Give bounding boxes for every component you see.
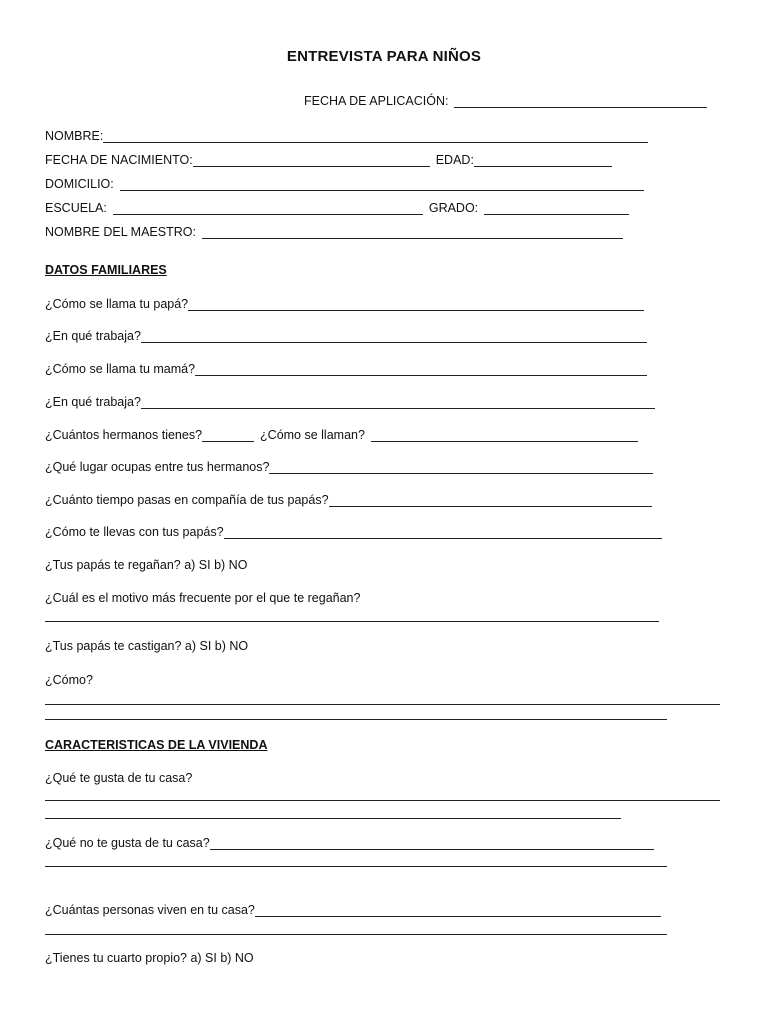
question-row: [45, 460, 653, 474]
fecha-nacimiento-field[interactable]: [193, 154, 430, 167]
question-label: ¿Cuál es el motivo más frecuente por el que te regañan?: [45, 591, 361, 605]
question-row: [45, 639, 248, 653]
fecha-aplicacion-field[interactable]: [454, 95, 707, 108]
question-label: ¿Cómo se llama tu papá?: [45, 297, 189, 311]
domicilio-label: DOMICILIO:: [45, 177, 114, 191]
question-row: [45, 428, 638, 442]
question-row: [45, 493, 652, 507]
answer-line[interactable]: [45, 866, 667, 867]
nombre-row: [45, 129, 648, 143]
question-label: ¿Cuántos hermanos tienes?: [45, 428, 203, 442]
answer-field[interactable]: [224, 526, 662, 539]
question-label: ¿En qué trabaja?: [45, 395, 141, 409]
escuela-field[interactable]: [113, 202, 423, 215]
question-label: ¿Cómo?: [45, 673, 93, 687]
fecha-aplicacion-label: FECHA DE APLICACIÓN:: [304, 94, 449, 108]
answer-field[interactable]: [269, 461, 653, 474]
question-row: [45, 836, 654, 850]
question-label: ¿Qué lugar ocupas entre tus hermanos?: [45, 460, 270, 474]
escuela-label: ESCUELA:: [45, 201, 107, 215]
grado-field[interactable]: [484, 202, 629, 215]
question-label: ¿Cuánto tiempo pasas en compañía de tus papás?: [45, 493, 329, 507]
answer-field[interactable]: [195, 363, 647, 376]
fecha-nacimiento-row: [45, 153, 612, 167]
answer-line[interactable]: [45, 818, 621, 819]
question-row: [45, 395, 655, 409]
datos-familiares-heading: DATOS FAMILIARES: [45, 263, 167, 277]
domicilio-row: [45, 177, 644, 191]
maestro-row: [45, 225, 623, 239]
question-label: ¿Cómo se llama tu mamá?: [45, 362, 196, 376]
vivienda-heading: CARACTERISTICAS DE LA VIVIENDA: [45, 738, 268, 752]
form-title: ENTREVISTA PARA NIÑOS: [286, 48, 482, 65]
answer-line[interactable]: [45, 704, 720, 705]
domicilio-field[interactable]: [120, 178, 644, 191]
escuela-row: [45, 201, 629, 215]
maestro-label: NOMBRE DEL MAESTRO:: [45, 225, 196, 239]
answer-field[interactable]: [188, 298, 644, 311]
question-row: [45, 297, 644, 311]
edad-field[interactable]: [474, 154, 612, 167]
nombre-label: NOMBRE:: [45, 129, 104, 143]
question-row: [45, 362, 647, 376]
fecha-aplicacion-row: [304, 94, 707, 108]
answer-line[interactable]: [45, 934, 667, 935]
question-label: ¿Cómo se llaman?: [260, 428, 365, 442]
question-row: [45, 329, 647, 343]
answer-field[interactable]: [141, 396, 655, 409]
answer-field[interactable]: [329, 494, 652, 507]
question-row: [45, 903, 661, 917]
question-row: [45, 525, 662, 539]
answer-field[interactable]: [202, 429, 254, 442]
answer-line[interactable]: [45, 719, 667, 720]
answer-line[interactable]: [45, 800, 720, 801]
question-label: ¿Qué te gusta de tu casa?: [45, 771, 193, 785]
grado-label: GRADO:: [428, 201, 479, 215]
answer-field[interactable]: [210, 837, 654, 850]
question-row: [45, 591, 360, 605]
nombre-field[interactable]: [103, 130, 648, 143]
question-label: ¿Cuántas personas viven en tu casa?: [45, 903, 255, 917]
answer-field[interactable]: [141, 330, 647, 343]
question-label: ¿Tus papás te regañan? a) SI b) NO: [45, 558, 248, 572]
edad-label: EDAD:: [435, 153, 474, 167]
question-label: ¿Qué no te gusta de tu casa?: [45, 836, 210, 850]
question-label: ¿Tienes tu cuarto propio? a) SI b) NO: [45, 951, 254, 965]
question-row: [45, 951, 254, 965]
answer-field[interactable]: [255, 904, 661, 917]
question-row: [45, 673, 93, 687]
fecha-nacimiento-label: FECHA DE NACIMIENTO:: [45, 153, 193, 167]
question-row: [45, 771, 192, 785]
question-row: [45, 558, 247, 572]
question-label: ¿Cómo te llevas con tus papás?: [45, 525, 224, 539]
maestro-field[interactable]: [202, 226, 623, 239]
question-label: ¿Tus papás te castigan? a) SI b) NO: [45, 639, 249, 653]
question-label: ¿En qué trabaja?: [45, 329, 141, 343]
answer-line[interactable]: [45, 621, 659, 622]
answer-field[interactable]: [371, 429, 638, 442]
